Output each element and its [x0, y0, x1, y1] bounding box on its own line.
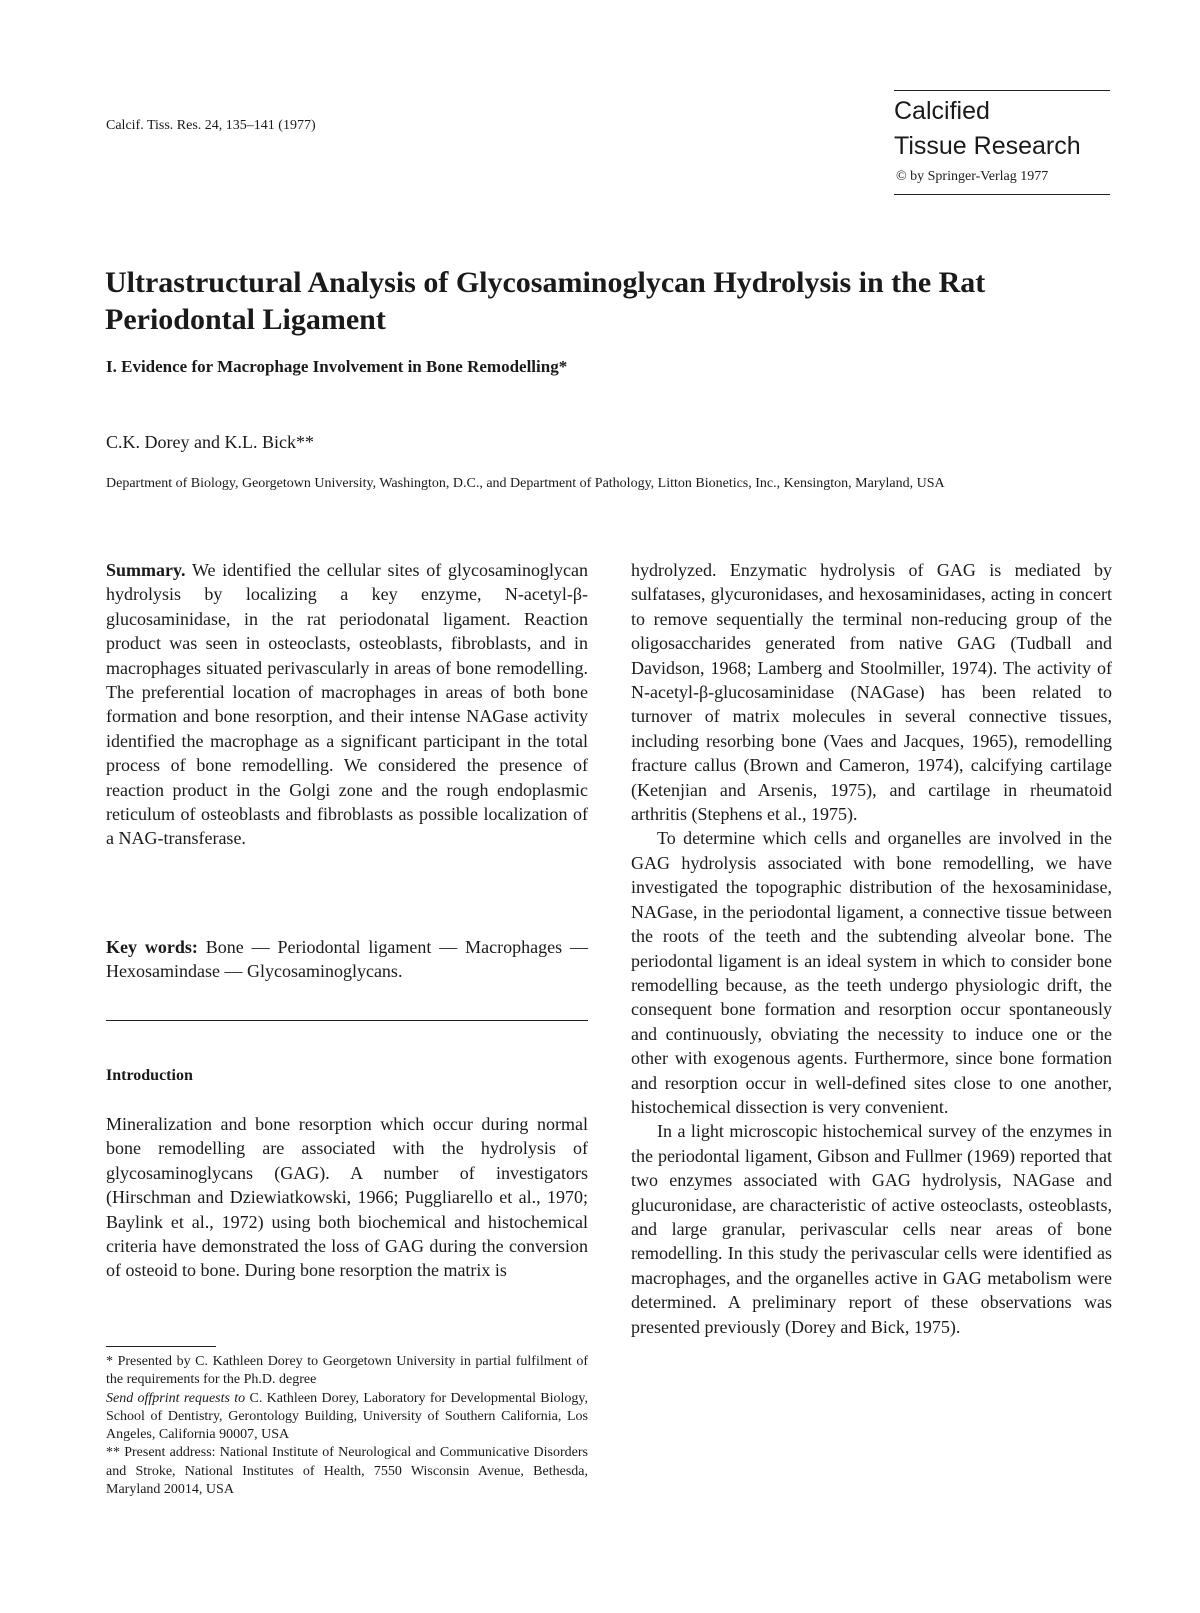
keywords-label: Key words:	[106, 937, 198, 957]
right-column	[631, 558, 1112, 1339]
author-affiliation: Department of Biology, Georgetown University, Washington, D.C., and Department of Pathology, Litton Bionetics, Inc., Kensington, Maryland, USA	[106, 476, 945, 491]
summary-section	[106, 558, 588, 851]
footnote-1: * Presented by C. Kathleen Dorey to Georgetown University in partial fulfilment of the requirements for the Ph.D. degree	[106, 1354, 588, 1388]
intro-paragraph-3: To determine which cells and organelles are involved in the GAG hydrolysis associated with bone remodelling, we have investigated the topographic distribution of the hexosaminidase, NAGase, in the periodontal ligament, a connective tissue between the roots of the teeth and the subtending alveolar bone. The periodontal ligament is an ideal system in which to consider bone remodelling because, as the teeth undergo physiologic drift, the consequent bone formation and resorption occur spontaneously and continuously, obviating the necessity to induce one or the other with exogenous agents. Furthermore, since bone formation and resorption occur in well-defined sites close to one another, histochemical dissection is very convenient.	[631, 828, 1112, 1117]
keywords-text: Bone — Periodontal ligament — Macrophages — Hexosamindase — Glycosaminoglycans.	[106, 937, 588, 982]
keywords-section	[106, 935, 588, 984]
section-divider	[106, 1020, 588, 1021]
copyright-notice: © by Springer-Verlag 1977	[896, 169, 1049, 184]
offprint-text: C. Kathleen Dorey, Laboratory for Developmental Biology, School of Dentistry, Gerontology Building, University of Southern California, Los Angeles, California 90007, USA	[106, 1390, 588, 1443]
journal-citation: Calcif. Tiss. Res. 24, 135–141 (1977)	[106, 118, 316, 133]
masthead-bottom-rule	[894, 194, 1110, 195]
intro-paragraph-2: hydrolyzed. Enzymatic hydrolysis of GAG is mediated by sulfatases, glycuronidases, and hexosaminidases, acting in concert to remove sequentially the terminal non-reducing group of the oligosaccharides generated from native GAG (Tudball and Davidson, 1968; Lamberg and Stoolmiller, 1974). The activity of N-acetyl-β-glucosaminidase (NAGase) has been related to turnover of matrix molecules in several connective tissues, including resorbing bone (Vaes and Jacques, 1965), remodelling fracture callus (Brown and Cameron, 1974), calcifying cartilage (Ketenjian and Arsenis, 1975), and cartilage in rheumatoid arthritis (Stephens et al., 1975).	[631, 560, 1112, 825]
footnotes	[106, 1353, 588, 1499]
intro-paragraph-4: In a light microscopic histochemical survey of the enzymes in the periodontal ligament, Gibson and Fullmer (1969) reported that two enzymes associated with GAG hydrolysis, NAGase and glucuronidase, are characteristic of active osteoclasts, osteoblasts, and large granular, perivascular cells near areas of bone remodelling. In this study the perivascular cells were identified as macrophages, and the organelles active in GAG metabolism were determined. A preliminary report of these observations was presented previously (Dorey and Bick, 1975).	[631, 1121, 1112, 1337]
journal-name-line2: Tissue Research	[894, 132, 1081, 160]
summary-text: We identified the cellular sites of glycosaminoglycan hydrolysis by localizing a key enzyme, N-acetyl-β-glucosaminidase, in the rat periodonatal ligament. Reaction product was seen in osteoclasts, osteoblasts, fibroblasts, and in macrophages situated perivascularly in areas of bone remodelling. The preferential location of macrophages in areas of both bone formation and bone resorption, and their intense NAGase activity identified the macrophage as a significant participant in the total process of bone remodelling. We considered the presence of reaction product in the Golgi zone and the rough endoplasmic reticulum of osteoblasts and fibroblasts as possible localization of a NAG-transferase.	[106, 560, 588, 849]
footnote-offprint	[106, 1390, 588, 1445]
introduction-left-text	[106, 1112, 588, 1283]
article-title: Ultrastructural Analysis of Glycosaminoglycan Hydrolysis in the Rat Periodontal Ligament	[105, 266, 986, 336]
introduction-heading: Introduction	[106, 1067, 193, 1084]
footnote-rule	[106, 1346, 216, 1347]
intro-paragraph-1: Mineralization and bone resorption which occur during normal bone remodelling are associated with the hydrolysis of glycosaminoglycans (GAG). A number of investigators (Hirschman and Dziewiatkowski, 1966; Puggliarello et al., 1970; Baylink et al., 1972) using both biochemical and histochemical criteria have demonstrated the loss of GAG during the conversion of osteoid to bone. During bone resorption the matrix is	[106, 1114, 588, 1281]
journal-masthead	[894, 90, 1110, 195]
offprint-label: Send offprint requests to	[106, 1390, 246, 1406]
masthead-top-rule	[894, 90, 1110, 91]
footnote-2: ** Present address: National Institute of Neurological and Communicative Disorders and Stroke, National Institutes of Health, 7550 Wisconsin Avenue, Bethesda, Maryland 20014, USA	[106, 1445, 588, 1498]
summary-label: Summary.	[106, 560, 186, 580]
article-subtitle: I. Evidence for Macrophage Involvement in Bone Remodelling*	[106, 357, 568, 376]
author-list: C.K. Dorey and K.L. Bick**	[106, 432, 314, 452]
journal-name-line1: Calcified	[894, 97, 990, 125]
